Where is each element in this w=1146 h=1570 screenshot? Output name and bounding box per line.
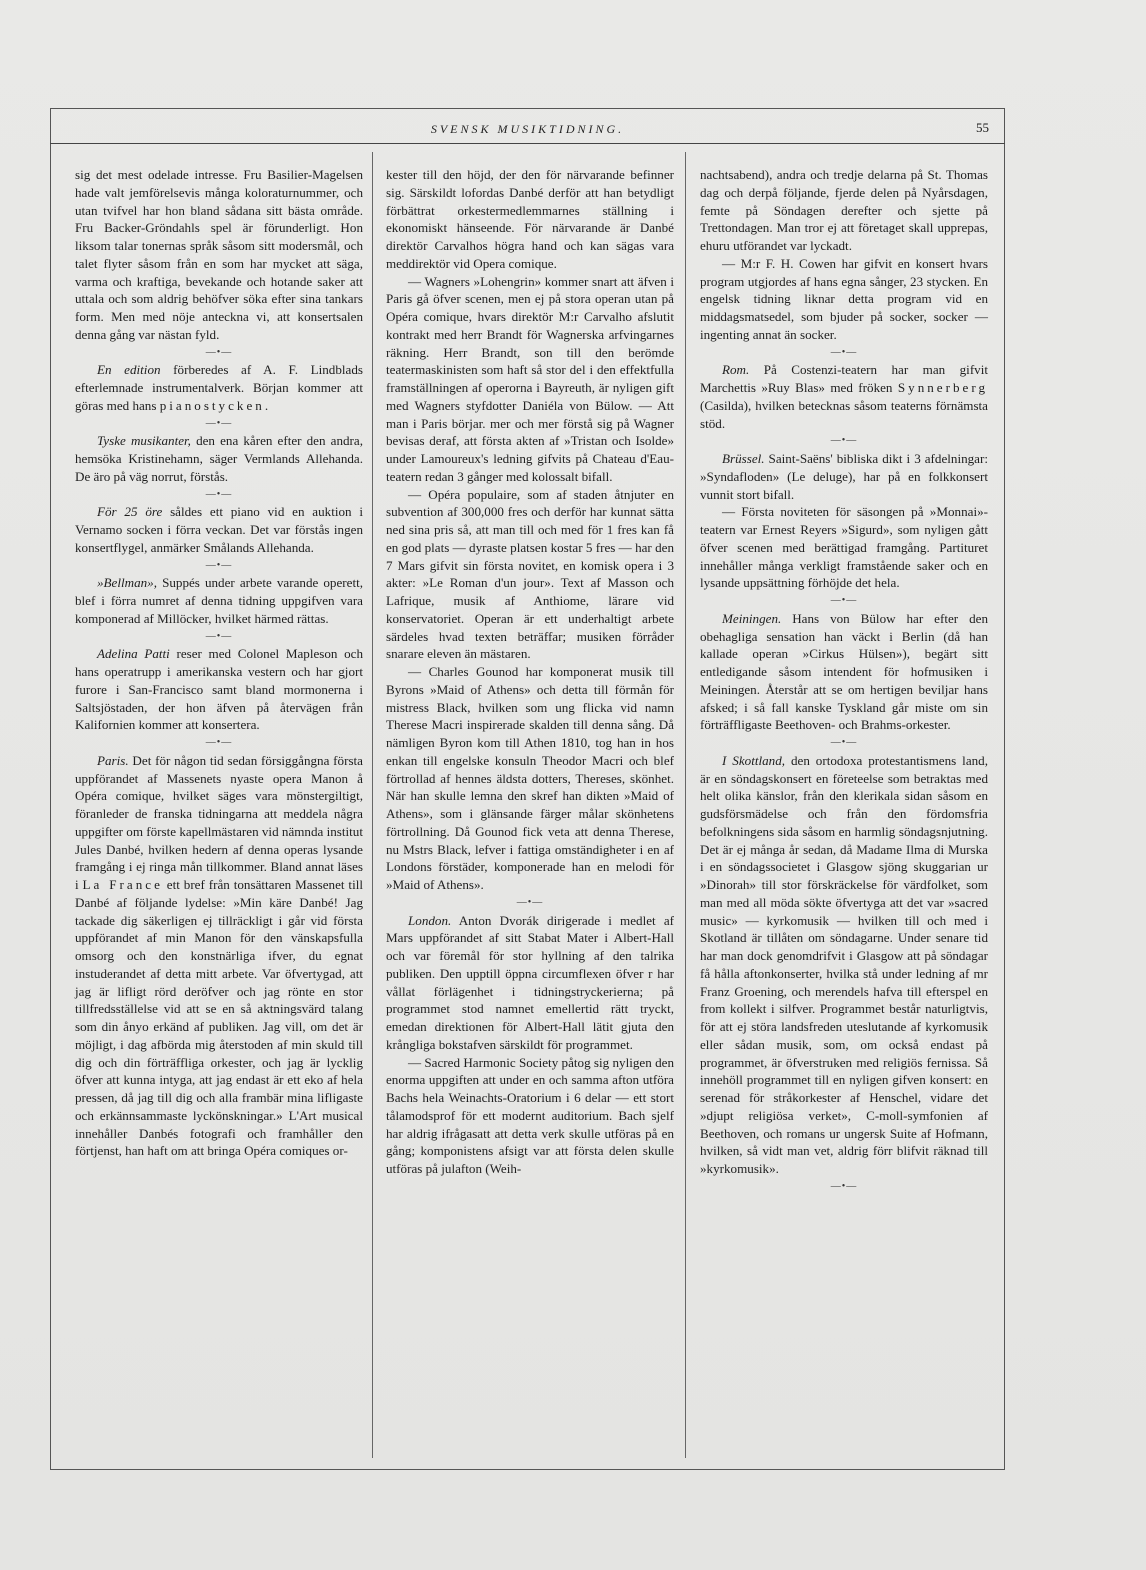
paragraph: — Sacred Harmonic Society påtog sig nyligen den enorma uppgiften att under en och samma afton utföra Bachs hela Weinachts-Oratorium i 6 delar — ett stort tålamodsprof för ett modernt auditorium. Bach sjelf har aldrig ifrågasatt att detta verk skulle utföras på en gång; komponistens afsigt var att första delen skulle utföras på julafton (Weih- xyxy=(386,1054,674,1176)
paragraph xyxy=(75,645,363,734)
paragraph xyxy=(700,450,988,503)
paragraph-text: Hans von Bülow har efter den obehagliga sensation han väckt i Berlin (då han kallade operan »Cirkus Hülsen»), begärt sitt entledigande såsom intendent för hofmusiken i Meiningen. Återstår att se om hertigen beviljar hans afsked; i så fall kanske Tyskland går miste om sin förträffligaste Beethoven- och Brahms-orkester. xyxy=(700,610,988,733)
paragraph-text: . xyxy=(264,397,269,413)
paragraph xyxy=(386,912,674,1054)
paragraph-text: förberedes af A. F. Lindblads efterlemnade instrumentalverk. Början kommer att göras med hans xyxy=(75,362,363,413)
paragraph-lead: Brüssel. xyxy=(722,451,765,466)
column-2 xyxy=(386,166,674,1178)
page-number: 55 xyxy=(976,120,989,135)
paragraph xyxy=(700,361,988,432)
paragraph xyxy=(75,503,363,556)
column-divider xyxy=(685,152,686,1458)
spaced-text: La France xyxy=(82,877,163,892)
paragraph: — M:r F. H. Cowen har gifvit en konsert hvars program utgjordes af hans egna sånger, 23 stycken. En engelsk tidning liknar detta program vid en middagsmatsedel, som bjuder på socker, socker — ingenting annat än socker. xyxy=(700,255,988,342)
paragraph xyxy=(75,361,363,414)
running-title: SVENSK MUSIKTIDNING. xyxy=(430,122,625,136)
paragraph xyxy=(700,752,988,1178)
paragraph-text: Anton Dvorák dirigerade i medlet af Mars uppförandet af sitt Stabat Mater i Albert-Hall och var föremål för stor hyllning af den talrika publiken. Den upptill öppna circumflexen öfver r har vållat förlägenhet i tidningstryckerierna; på programmet stod namnet emellertid rätt tryckt, emedan direktionen för Albert-Hall lätit gjuta den krångliga bokstafven särskildt för programmet. xyxy=(386,912,674,1052)
paragraph-lead: Meiningen. xyxy=(722,610,782,626)
paragraph-lead: Tyske musikanter, xyxy=(97,433,191,449)
paragraph: — Opéra populaire, som af staden åtnjuter en subvention af 300,000 fres och derför har kunnat sätta ned sina pris så, att man till och med för 1 fres kan få en god plats — dyraste platsen kostar 5 fres — har den 7 Mars gifvit sin första novitet, en komisk opera i 3 akter: »Le Roman d'un jour». Text af Masson och Lafrique, musik af Anthiome, lärare vid konservatoriet. Operan är ett underhaltigt arbete särdeles hvad texten beträffar; musiken förråder snarare eleven än mästaren. xyxy=(386,486,674,662)
paragraph: — Charles Gounod har komponerat musik till Byrons »Maid of Athens» och detta till förmån för mistress Black, hvilken som ung flicka vid namn Therese Macri inspirerade skalden till denna sång. Då nämligen Byron kom till Athen 1810, tog han in hos enkan till engelske konsuln Theodor Macri och blef förtrollad af hennes äldsta dotters, Thereses, skönhet. När han skulle lemna den skref han dikten »Maid of Athens», som i glänsande färger målar skönhetens förtrollning. Då Gounod fick veta att denna Therese, nu Mstrs Black, lefver i fattiga omständigheter i en af Londons förstäder, komponerade han en melodi för »Maid of Athens». xyxy=(386,664,674,892)
paragraph: kester till den höjd, der den för närvarande befinner sig. Särskildt lofordas Danbé derför att han betydligt förbättrat orkestermedlemmarnes ställning i ekonomiskt hänseende. För närvarande är Danbé direktör Carvalhos högra hand och kan sägas vara meddirektör vid Opera comique. xyxy=(386,167,674,271)
section-separator: —•— xyxy=(205,417,233,429)
spaced-text: pianostycken xyxy=(159,397,265,413)
paragraph-text: den ortodoxa protestantismens land, är en söndagskonsert en företeelse som betraktas med helt olika känslor, från den klerikala sidan såsom en gudsförsmädelse och från den fördomsfria befolkningens sida såsom en harmlig söndagsnjutning. Det är ej många år sedan, då Madame Ilma di Murska i en söndagssocietet i Glasgow sjöng skuggarian ur »Dinorah» till stor förskräckelse för värdfolket, som man med all möda sökte öfvertyga att det var »sacred music» — kyrkomusik — hvilken till och med i Skotland är tillåten om söndagarne. Under senare tid har man dock genomdrifvit i Glasgow att på söndagar få hålla aftonkonserter, hvilka stå under ledning af mr Franz Groening, och merendels hafva till efterspel en from kollekt i silfver. Programmet består naturligtvis, för att ej störa landsfreden uteslutande af kyrkomusik eller sådan musik, som, om också endast på programmet, är öfverstruken med religiös fernissa. Så innehöll programmet till en nyligen gifven konsert: en serenad för stråkorkester af Henschel, vidare det »djupt religiösa verket», C-moll-symfonien af Beethoven, och romans ur ungersk Suite af Hofmann, hvilken, så vidt man vet, aldrig förr blifvit räknad till »kyrkomusik». xyxy=(700,752,988,1176)
paragraph xyxy=(700,610,988,734)
section-separator: —•— xyxy=(205,630,233,642)
section-separator: —•— xyxy=(516,896,544,908)
paragraph xyxy=(75,574,363,627)
paragraph-lead: Paris. xyxy=(97,752,129,768)
paragraph-text: ett bref från tonsättaren Massenet till Danbé af följande lydelse: »Min käre Danbé! Jag tackade dig säkerligen ej tillräckligt i går vid första uppförandet af min Manon för den vänskapsfulla omsorg och den konstnärliga ifver, du egnat instuderandet af detta mitt arbete. Var öfvertygad, att jag är lifligt rörd deröfver och jag rönte en stor tillfredsställelse vid att se en så aktningsvärd talang som din ånyo erkänd af publiken. Jag vill, om det är möjligt, i dag afbörda mig återstoden af min skuld till dig och din förträffliga orkester, och jag är lycklig öfver att kunna intyga, att jag endast är ett eko af hela pressen, då jag till dig och alla frambär mina lifligaste och erkännsammaste lyckönskningar.» L'Art musical innehåller Danbés fotografi och framhåller den förtjenst, han haft om att bringa Opéra comiques or- xyxy=(75,877,363,1159)
paragraph-lead: En edition xyxy=(97,362,161,378)
paragraph: nachtsabend), andra och tredje delarna på St. Thomas dag och derpå följande, fjerde delen på Nyårsdagen, femte på Söndagen derefter och sjette på Trettondagen. Man tror ej att företaget skall upprepas, ehuru utförandet var lyckadt. xyxy=(700,167,988,253)
paragraph: — Wagners »Lohengrin» kommer snart att äfven i Paris gå öfver scenen, men ej på stora operan utan på Opéra comique, hvars direktör M:r Carvalho afslutit kontrakt med herr Brandt för Wagnerska arfvingarnes räkning. Herr Brandt, son till den berömde teatermaskinisten som haft så stor del i den effektfulla framställningen af operorna i Bayreuth, är nyligen gift med Wagners styfdotter Daniéla von Bülow. — Att man i Paris börjar. mer och mer förstå sig på Wagner bevisas deraf, att första akten af »Tristan och Isolde» under Lamoureux's ledning gifvits på Chateau d'Eau-teatern redan 3 gånger med kolossalt bifall. xyxy=(386,273,674,484)
section-separator: —•— xyxy=(830,1180,858,1192)
paragraph-text: Saint-Saëns' bibliska dikt i 3 afdelningar: »Syndafloden» (Le deluge), har på en folkkonsert vunnit stort bifall. xyxy=(700,451,988,502)
paragraph xyxy=(75,432,363,485)
paragraph xyxy=(75,752,363,1160)
paragraph: sig det mest odelade intresse. Fru Basilier-Magelsen hade valt jemförelsevis många koloraturnummer, och utan tvifvel har hon bland sådana sitt bästa område. Fru Backer-Gröndahls spel är förunderligt. Hon liksom talar tonernas språk såsom sitt modersmål, och talet flyter såsom från en som har mycket att säga, varma och kraftiga, bevekande och hotande saker att uttala och som aldrig behöfver söka efter sina tankars form. Men med nöje anteckna vi, att konsertsalen denna gång var nästan fyld. xyxy=(75,167,363,342)
section-separator: —•— xyxy=(830,346,858,358)
paragraph-text: Det för någon tid sedan försiggångna första uppförandet af Massenets nyaste opera Manon å Opéra comique, hvilket säges vara mönstergiltigt, föranleder de franska tidningarna att meddela några uppgifter om förste kapellmästaren vid nämnda institut Jules Danbé, hvilken hedern af denna operas lysande framgång i ej ringa mån tillkommer. Bland annat läses i xyxy=(75,752,363,892)
paragraph-lead: Adelina Patti xyxy=(97,646,170,662)
paragraph-text: reser med Colonel Mapleson och hans operatrupp i amerikanska vestern och har gjort furore i San-Francisco samt bland mormonerna i Saltsjöstaden, der hon äfven på återvägen från Kalifornien kommer att konsertera. xyxy=(75,646,363,733)
section-separator: —•— xyxy=(830,435,858,447)
column-divider xyxy=(372,152,373,1458)
paragraph-text: såldes ett piano vid en auktion i Vernamo socken i förra veckan. Det var förstås ingen konsertflygel, anmärker Smålands Allehanda. xyxy=(75,504,364,555)
paragraph-lead: För 25 öre xyxy=(97,504,163,520)
section-separator: —•— xyxy=(830,595,858,606)
section-separator: —•— xyxy=(205,488,233,500)
spaced-text: Synnerberg xyxy=(897,380,988,395)
paragraph-text: den ena kåren efter den andra, hemsöka Kristinehamn, säger Vermlands Allehanda. De äro på väg norrut, förstås. xyxy=(75,433,363,484)
paragraph-lead: Rom. xyxy=(722,362,750,378)
paragraph-text: (Casilda), hvilken betecknas såsom teaterns förnämsta stöd. xyxy=(700,397,988,431)
paragraph-text: På Costenzi-teatern har man gifvit Marchettis »Ruy Blas» med fröken xyxy=(700,362,988,395)
section-separator: —•— xyxy=(830,737,858,748)
paragraph-text: Suppés under arbete varande operett, blef i förra numret af denna tidning uppgifven vara komponerad af Millöcker, hvilket härmed rättas. xyxy=(75,575,363,626)
running-header xyxy=(50,118,1005,142)
paragraph-lead: London. xyxy=(408,912,452,928)
section-separator: —•— xyxy=(205,559,233,571)
column-3 xyxy=(700,166,988,1196)
section-separator: —•— xyxy=(205,346,233,358)
section-separator: —•— xyxy=(205,737,233,748)
paragraph-lead: I Skottland, xyxy=(722,752,786,768)
paragraph: — Första noviteten för säsongen på »Monnai»-teatern var Ernest Reyers »Sigurd», som nyligen gått öfver scenen med berättigad framgång. Partituret innehåller många verkligt framstående saker och en lysande uppsättning förhöjde det hela. xyxy=(700,504,988,591)
header-rule xyxy=(50,143,1005,144)
column-1 xyxy=(75,166,363,1160)
paragraph-lead: »Bellman», xyxy=(97,575,158,591)
